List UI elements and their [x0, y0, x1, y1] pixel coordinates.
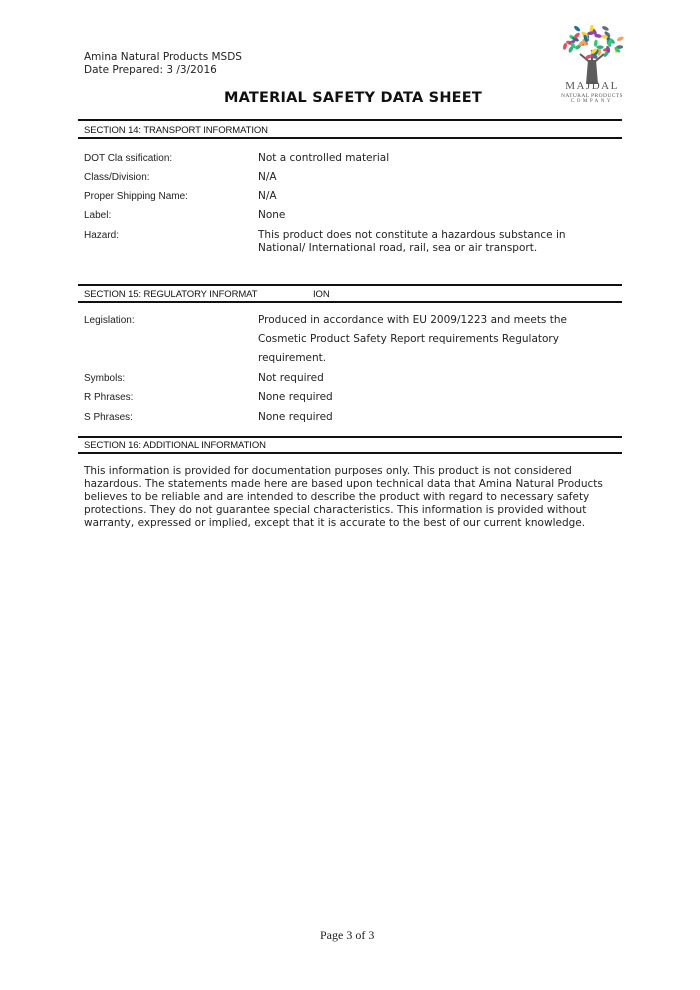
logo-company: COMPANY — [570, 99, 614, 104]
document-title: MATERIAL SAFETY DATA SHEET — [224, 90, 482, 106]
page-number: Page 3 of 3 — [320, 928, 375, 942]
hazard-value-line1: This product does not constitute a hazardous substance in — [258, 229, 566, 241]
class-division-value: N/A — [258, 171, 277, 183]
tree-logo-icon — [552, 20, 632, 84]
section-16-bottom-rule — [78, 452, 622, 454]
section-15-bottom-rule — [78, 301, 622, 303]
logo-leaf — [594, 39, 598, 47]
additional-info-line-2: hazardous. The statements made here are based upon technical data that Amina Natural Products — [84, 478, 603, 490]
dot-classification-value: Not a controlled material — [258, 152, 390, 164]
s-phrases-label: S Phrases: — [84, 412, 133, 423]
dot-classification-label: DOT Cla ssification: — [84, 153, 173, 164]
logo-leaf — [562, 42, 567, 50]
shipping-name-label: Proper Shipping Name: — [84, 191, 188, 202]
section-15-title: SECTION 15: REGULATORY INFORMAT — [84, 289, 258, 300]
section-14-title: SECTION 14: TRANSPORT INFORMATION — [84, 125, 268, 136]
logo-leaf — [573, 25, 581, 32]
additional-info-line-3: believes to be reliable and are intended to describe the product with regard to necessary safety — [84, 491, 590, 503]
label-value: None — [258, 209, 286, 221]
shipping-name-value: N/A — [258, 190, 277, 202]
section-15-top-rule — [78, 284, 622, 286]
logo-leaf — [616, 36, 624, 42]
class-division-label: Class/Division: — [84, 172, 150, 183]
section-14-top-rule — [78, 119, 622, 121]
symbols-label: Symbols: — [84, 373, 126, 384]
logo-leaf — [596, 45, 603, 49]
date-prepared: Date Prepared: 3 /3/2016 — [84, 64, 217, 76]
r-phrases-value: None required — [258, 391, 333, 403]
legislation-value-line1: Produced in accordance with EU 2009/1223 and meets the — [258, 314, 567, 326]
label-label: Label: — [84, 210, 112, 221]
symbols-value: Not required — [258, 372, 324, 384]
hazard-label: Hazard: — [84, 230, 120, 241]
hazard-value-line2: National/ International road, rail, sea or air transport. — [258, 242, 538, 254]
logo-name: MAJDAL — [565, 80, 619, 92]
additional-info-line-5: warranty, expressed or implied, except that it is accurate to the best of our current knowledge. — [84, 517, 586, 529]
logo-leaf — [601, 25, 609, 31]
additional-info-line-4: protections. They do not guarantee special characteristics. This information is provided without — [84, 504, 587, 516]
r-phrases-label: R Phrases: — [84, 392, 134, 403]
section-14-bottom-rule — [78, 137, 622, 139]
section-15-title-end: ION — [313, 289, 330, 300]
company-logo — [552, 20, 632, 106]
legislation-label: Legislation: — [84, 315, 135, 326]
legislation-value-line3: requirement. — [258, 352, 327, 364]
s-phrases-value: None required — [258, 411, 333, 423]
company-line: Amina Natural Products MSDS — [84, 51, 242, 63]
section-16-top-rule — [78, 436, 622, 438]
logo-subtitle: NATURAL PRODUCTS — [561, 93, 623, 99]
additional-info-line-1: This information is provided for documentation purposes only. This product is not considered — [84, 465, 572, 477]
section-16-title: SECTION 16: ADDITIONAL INFORMATION — [84, 440, 266, 451]
legislation-value-line2: Cosmetic Product Safety Report requirements Regulatory — [258, 333, 559, 345]
